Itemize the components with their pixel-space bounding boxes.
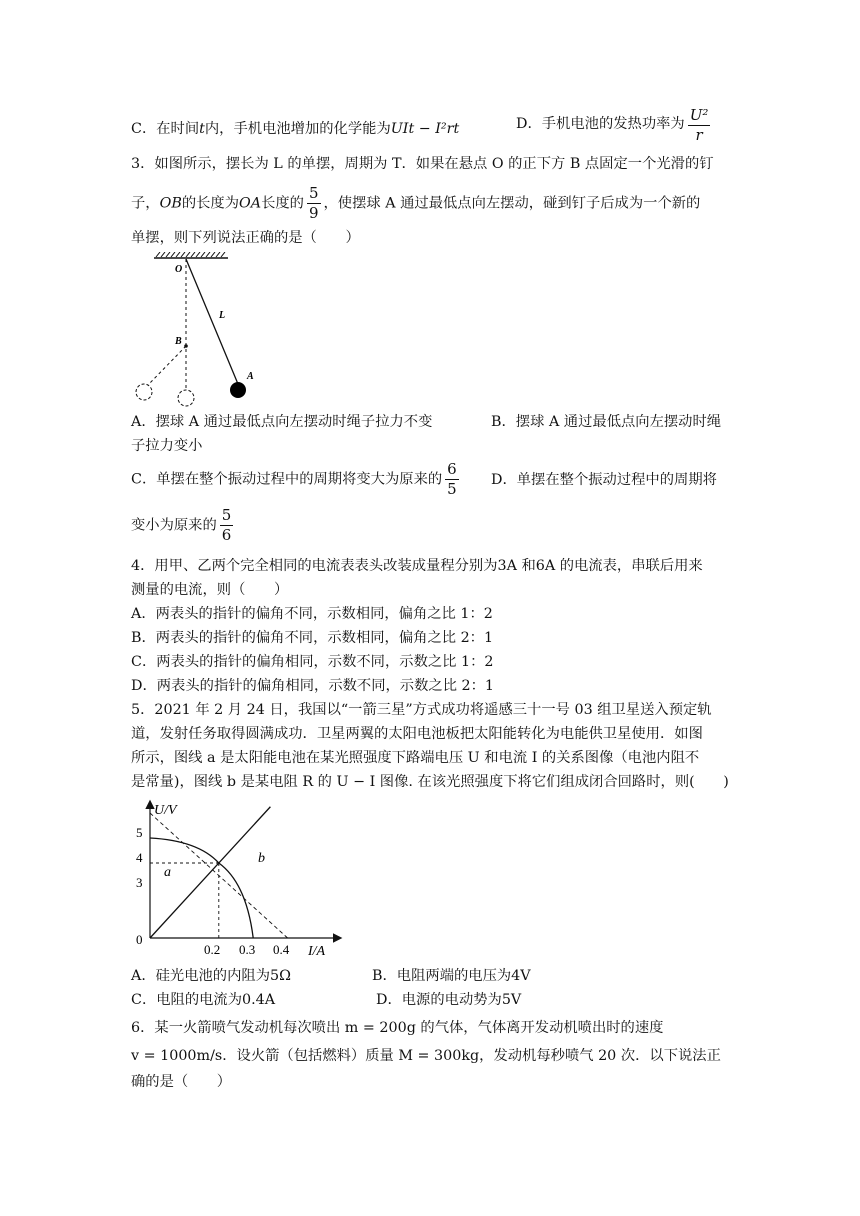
y-axis-label: U/V [154,803,177,818]
label-l: L [219,310,226,321]
q3-option-b-cont: 子拉力变小 [131,438,203,454]
x-tick-0.2: 0.2 [204,942,221,957]
q2-d-prefix: D．手机电池的发热功率为 [516,115,685,132]
q2-d-fraction [688,108,711,143]
q2-c-expr: UIt − I²rt [390,121,460,137]
q3-frac-num: 5 [308,184,319,202]
series-b-label: b [258,851,265,866]
q5-line1: 5．2021 年 2 月 24 日，我国以“一箭三星”方式成功将遥感三十一号 03 组卫星送入预定轨 [131,702,712,718]
q4-line2: 测量的电流，则（ ） [131,582,289,598]
q5-line3: 所示，图线 a 是太阳能电池在某光照强度下路端电压 U 和电流 I 的关系图像（电池内阻不 [131,750,700,766]
series-a-curve [150,838,253,938]
q4-line1: 4．用甲、乙两个完全相同的电流表表头改装成量程分别为3A 和6A 的电流表，串联后用来 [131,558,703,574]
q3-option-a: A．摆球 A 通过最低点向左摆动时绳子拉力不变 [131,414,433,430]
q3-line2-a: 子， [131,195,160,212]
pendulum-figure [128,252,258,412]
label-b: B [175,336,182,347]
q3-d-den: 6 [221,526,232,544]
q3-d-text: 变小为原来的 [131,517,217,534]
q3-c-den: 5 [447,480,457,498]
q2-c-prefix: C．在时间 [131,121,200,137]
q2-c-t: t [199,121,205,137]
q2-c-mid: 内，手机电池增加的化学能为 [204,121,391,137]
q4-option-c: C．两表头的指针的偏角相同，示数不同，示数之比 1：2 [131,654,494,670]
q3-option-d: D．单摆在整个振动过程中的周期将 [491,472,717,488]
ball-position-bottom [178,390,194,406]
q3-d-num: 5 [221,506,232,524]
q4-option-d: D．两表头的指针的偏角相同，示数不同，示数之比 2：1 [131,678,495,694]
q5-option-c: C．电阻的电流为0.4A [131,992,276,1008]
label-a: A [247,371,254,382]
y-tick-5: 5 [136,825,143,840]
q2-option-d [516,108,713,143]
x-tick-0.3: 0.3 [239,942,256,957]
q3-option-d-cont [131,508,236,543]
q5-option-b: B．电阻两端的电压为4V [372,968,531,984]
y-tick-0: 0 [136,932,143,947]
series-a-label: a [164,865,171,880]
q3-line2-c: 长度的 [261,195,304,212]
q3-line1: 3．如图所示，摆长为 L 的单摆，周期为 T．如果在悬点 O 的正下方 B 点固定一个光滑的钉 [131,156,714,172]
q3-c-text: C．单摆在整个振动过程中的周期将变大为原来的 [131,471,443,488]
ball-position-left [136,384,152,400]
ceiling-hatch [156,252,225,257]
q6-line2: v = 1000m/s．设火箭（包括燃料）质量 M = 300kg，发动机每秒喷气 20 次．以下说法正 [131,1048,721,1064]
q3-d-fraction [220,508,234,543]
q3-frac-den: 9 [308,204,319,222]
short-string-dashed [148,346,186,385]
q3-line2-b: 的长度为 [181,195,240,212]
x-tick-0.4: 0.4 [273,942,290,957]
y-tick-3: 3 [136,875,143,890]
q3-c-num: 6 [447,460,457,478]
q3-fraction [307,186,321,221]
q2-option-c [131,119,459,139]
q5-option-a: A．硅光电池的内阻为5Ω [131,968,291,984]
q5-line4: 是常量)，图线 b 是某电阻 R 的 U − I 图像. 在该光照强度下将它们组成闭合回路时，则( ) [131,774,729,790]
q6-line3: 确的是（ ） [131,1074,232,1090]
q4-option-b: B．两表头的指针的偏角不同，示数相同，偏角之比 2：1 [131,630,494,646]
ui-chart [128,796,348,964]
q3-ob: OB [159,195,182,212]
q2-d-num: U² [689,106,709,124]
nail-point [184,344,188,348]
q4-option-a: A．两表头的指针的偏角不同，示数相同，偏角之比 1：2 [131,606,493,622]
q2-d-den: r [695,126,703,144]
q5-option-d: D．电源的电动势为5V [376,992,522,1008]
pendulum-string [186,259,238,384]
label-o: O [175,264,183,275]
pendulum-ball [230,382,246,398]
q6-line1: 6．某一火箭喷气发动机每次喷出 m = 200g 的气体，气体离开发动机喷出时的速度 [131,1020,664,1036]
q3-option-b: B．摆球 A 通过最低点向左摆动时绳 [491,414,722,430]
q5-line2: 道，发射任务取得圆满成功．卫星两翼的太阳电池板把太阳能转化为电能供卫星使用．如图 [131,726,703,742]
q3-line2 [131,186,700,221]
q3-line2-d: ，使摆球 A 通过最低点向左摆动，碰到钉子后成为一个新的 [323,195,701,212]
x-axis-label: I/A [308,944,326,959]
q3-line3: 单摆，则下列说法正确的是（ ） [131,230,360,246]
q3-oa: OA [239,195,262,212]
q3-option-c [131,462,462,497]
y-tick-4: 4 [136,850,143,865]
q3-c-fraction [445,462,459,497]
